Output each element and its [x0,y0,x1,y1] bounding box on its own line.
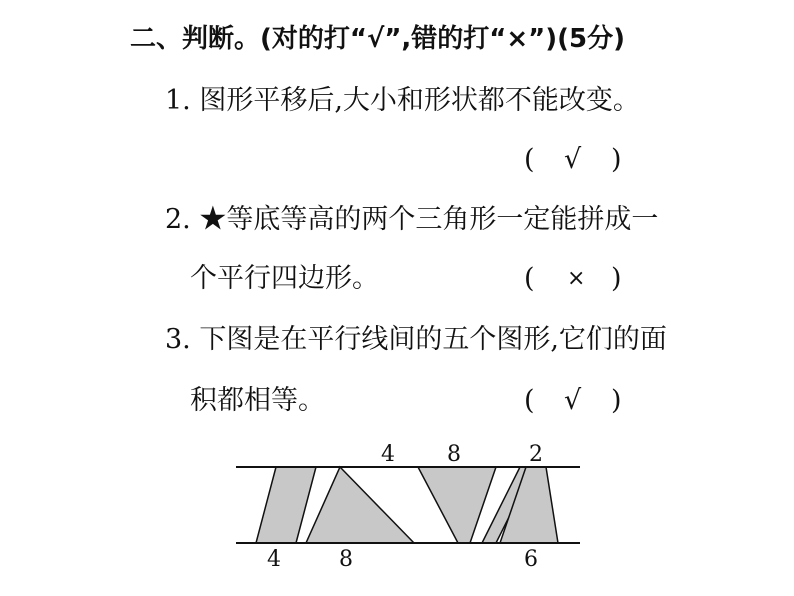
answer-open-paren: ( [524,385,535,416]
bottom-label-8: 8 [339,547,353,572]
bottom-label-4: 4 [267,547,281,572]
question-2-line-1: 2. ★等底等高的两个三角形一定能拼成一 [165,204,659,235]
answer-mark: × [567,266,586,291]
answer-mark: √ [564,144,582,175]
answer-close-paren: ) [611,144,622,175]
figure-shapes [256,467,558,543]
question-2-line-2: 个平行四边形。 [190,263,379,294]
question-1-line-1: 1. 图形平移后,大小和形状都不能改变。 [165,85,640,116]
parallelogram-shape [256,467,316,543]
section-title: 二、判断。(对的打“√”,错的打“×”)(5分) [130,24,625,54]
question-3-line-1: 3. 下图是在平行线间的五个图形,它们的面 [165,324,667,355]
question-3-line-2: 积都相等。 [190,385,325,416]
answer-mark: √ [564,385,582,416]
answer-open-paren: ( [524,144,535,175]
answer-close-paren: ) [611,263,622,294]
answer-open-paren: ( [524,263,535,294]
top-label-2: 2 [529,442,543,467]
answer-close-paren: ) [611,385,622,416]
top-label-4: 4 [381,442,395,467]
top-label-8: 8 [447,442,461,467]
triangle-shape [306,467,414,543]
slanted-parallelogram-shape [418,467,496,543]
bottom-label-6: 6 [524,547,538,572]
